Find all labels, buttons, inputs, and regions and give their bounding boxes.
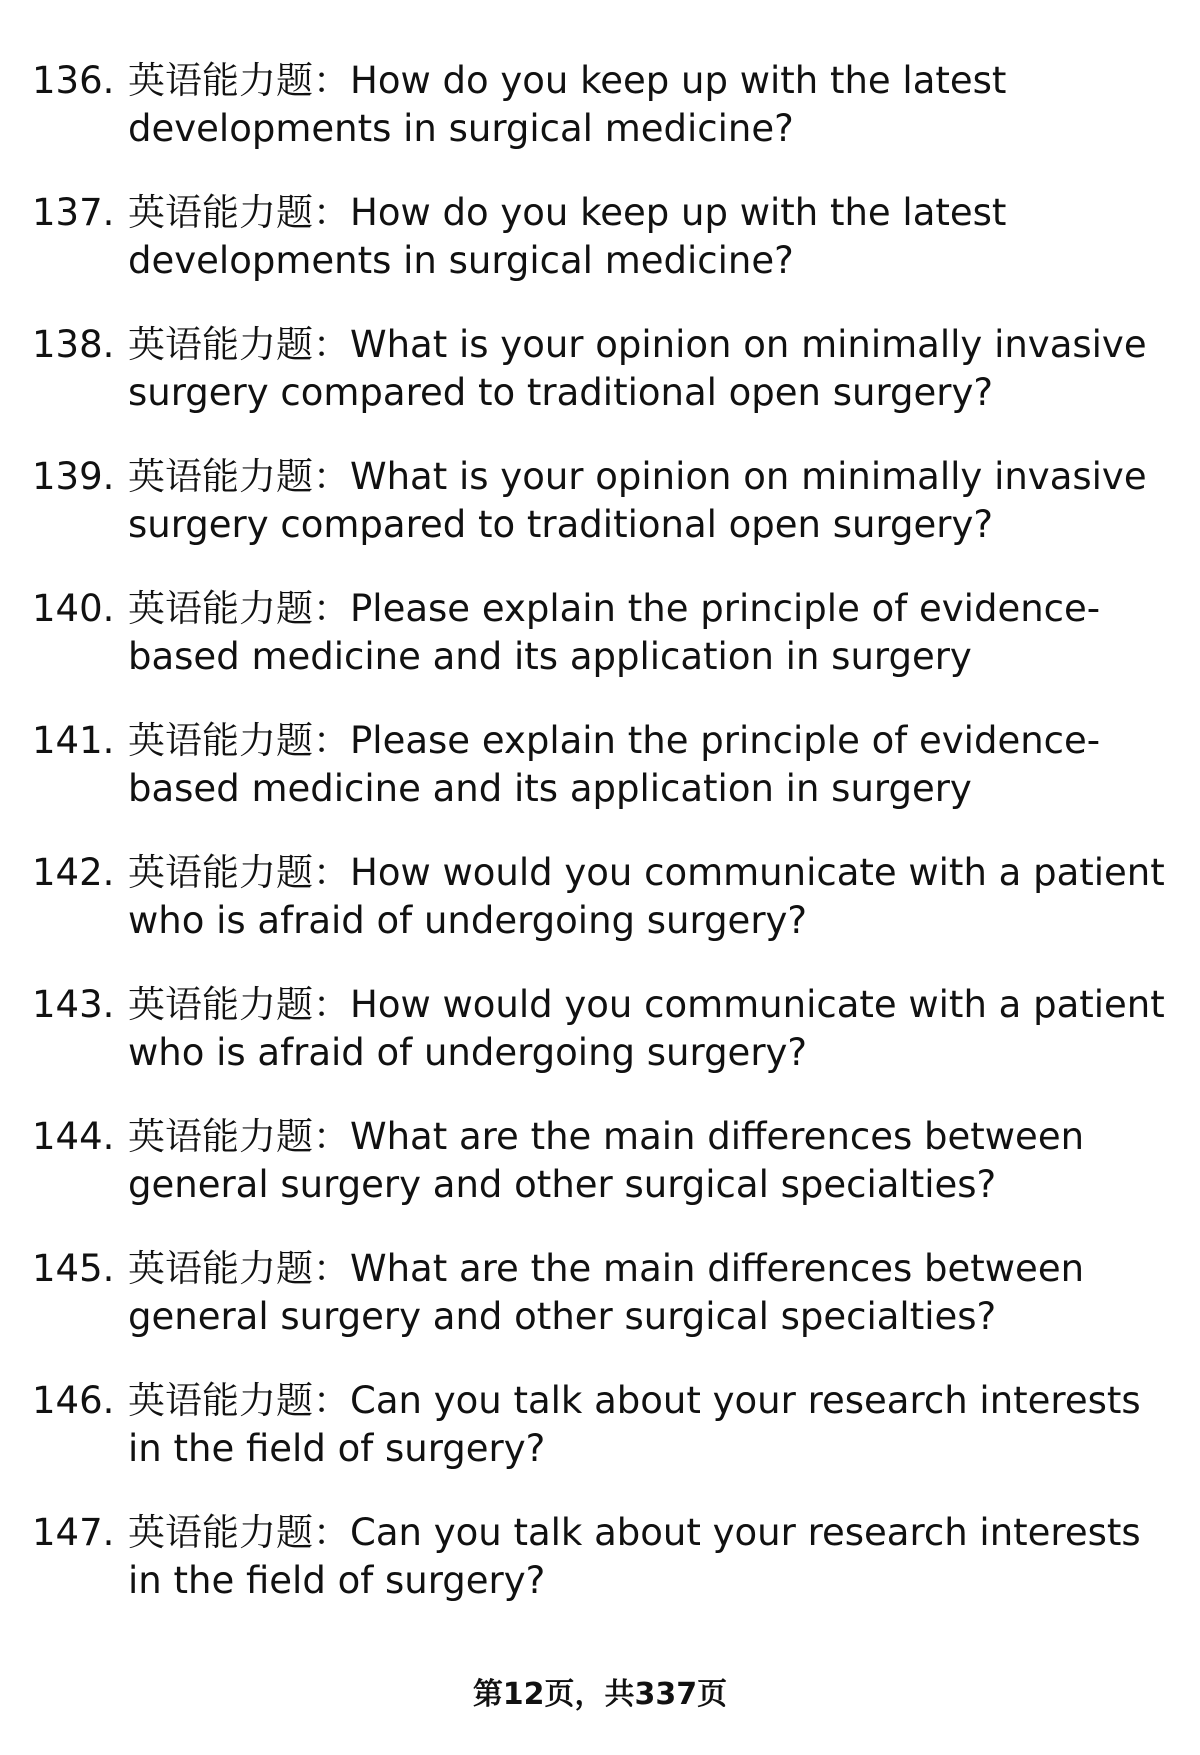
item-number: 140. xyxy=(32,587,115,630)
item-text: 英语能力题：How would you communicate with a patient who is afraid of undergoing surgery? xyxy=(128,851,1165,942)
list-item xyxy=(0,717,1200,849)
item-number: 146. xyxy=(32,1379,115,1422)
list-item xyxy=(0,849,1200,981)
item-text: 英语能力题：What is your opinion on minimally invasive surgery compared to traditional open surgery? xyxy=(128,455,1147,546)
item-number: 138. xyxy=(32,323,115,366)
item-text: 英语能力题：What are the main differences between general surgery and other surgical specialties? xyxy=(128,1247,1085,1338)
page-footer: 第12页，共337页 xyxy=(472,1677,728,1712)
item-text: 英语能力题：How do you keep up with the latest developments in surgical medicine? xyxy=(128,59,1007,150)
list-item xyxy=(0,1377,1200,1509)
list-item xyxy=(0,585,1200,717)
item-text: 英语能力题：Can you talk about your research interests in the field of surgery? xyxy=(128,1511,1141,1602)
item-text: 英语能力题：How do you keep up with the latest developments in surgical medicine? xyxy=(128,191,1007,282)
list-item xyxy=(0,189,1200,321)
list-item xyxy=(0,1509,1200,1641)
list-item xyxy=(0,1245,1200,1377)
item-number: 141. xyxy=(32,719,115,762)
item-text: 英语能力题：Please explain the principle of evidence-based medicine and its application in surgery xyxy=(128,587,1101,678)
item-number: 142. xyxy=(32,851,115,894)
question-list xyxy=(0,57,1200,1641)
list-item xyxy=(0,321,1200,453)
item-number: 144. xyxy=(32,1115,115,1158)
list-item xyxy=(0,1113,1200,1245)
item-number: 143. xyxy=(32,983,115,1026)
item-text: 英语能力题：What are the main differences between general surgery and other surgical specialties? xyxy=(128,1115,1085,1206)
item-number: 147. xyxy=(32,1511,115,1554)
item-text: 英语能力题：Please explain the principle of evidence-based medicine and its application in surgery xyxy=(128,719,1101,810)
list-item xyxy=(0,453,1200,585)
item-text: 英语能力题：How would you communicate with a patient who is afraid of undergoing surgery? xyxy=(128,983,1165,1074)
list-item xyxy=(0,57,1200,189)
item-number: 139. xyxy=(32,455,115,498)
list-item xyxy=(0,981,1200,1113)
item-text: 英语能力题：What is your opinion on minimally invasive surgery compared to traditional open surgery? xyxy=(128,323,1147,414)
item-number: 145. xyxy=(32,1247,115,1290)
item-number: 136. xyxy=(32,59,115,102)
item-number: 137. xyxy=(32,191,115,234)
item-text: 英语能力题：Can you talk about your research interests in the field of surgery? xyxy=(128,1379,1141,1470)
